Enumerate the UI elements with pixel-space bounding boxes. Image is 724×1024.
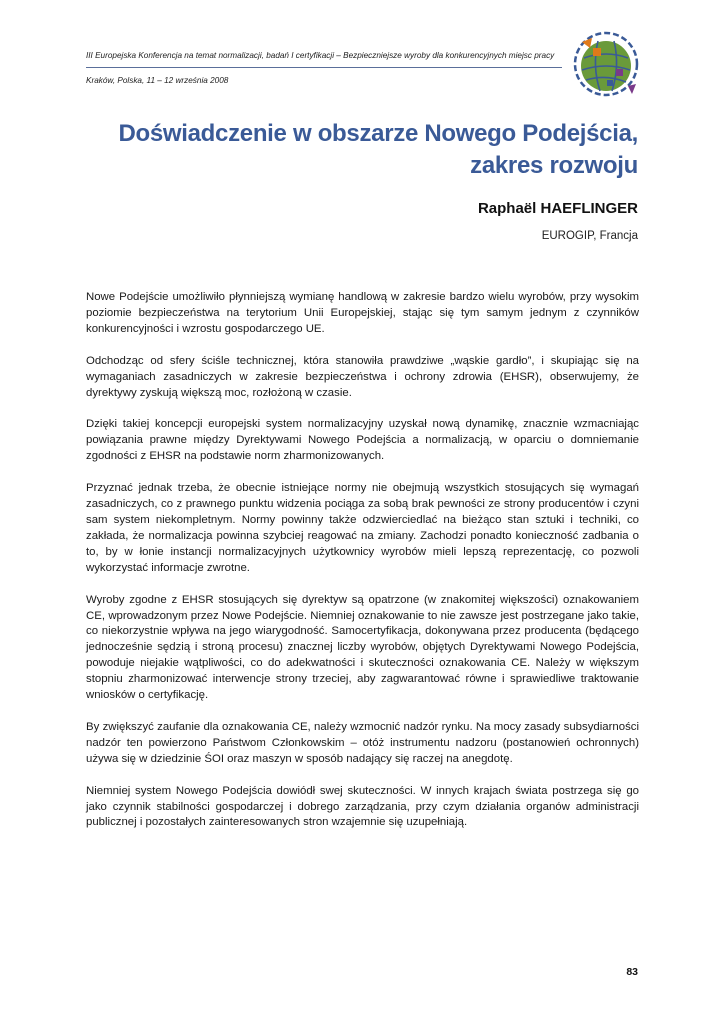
conference-logo-icon xyxy=(570,28,642,100)
paragraph-5: Wyroby zgodne z EHSR stosujących się dyrektyw są opatrzone (w znakomitej większości) oznakowaniem CE, wprowadzonym przez Nowe Podejście. Niemniej oznakowanie to nie zawsze jest postrzegane jako takie, co niekorzystnie wpływa na jego wiarygodność. Samocertyfikacja, dokonywana przez producenta (będącego jednocześnie sędzią i stroną procesu) znacznej liczby wyrobów, objętych Dyrektywami Nowego Podejścia, powoduje niejakie wątpliwości, co do adekwatności i skuteczności oznakowania CE. Należy w większym stopniu zharmonizować interwencje strony trzeciej, aby zagwarantować równe i sprawiedliwe traktowanie wniosków o certyfikację. xyxy=(86,593,639,702)
title-line-1: Doświadczenie w obszarze Nowego Podejścia, xyxy=(118,120,638,147)
paragraph-7: Niemniej system Nowego Podejścia dowiódł swej skuteczności. W innych krajach świata postrzega się go jako czynnik stabilności gospodarczej i dobrego zarządzania, przy czym działania organów administracji publicznej i pozostałych zainteresowanych stron wzajemnie się uzupełniają. xyxy=(86,784,639,829)
logo-square-purple xyxy=(616,69,623,76)
title-line-2: zakres rozwoju xyxy=(470,152,638,179)
logo-square-orange xyxy=(593,48,601,56)
location-date: Kraków, Polska, 11 – 12 września 2008 xyxy=(86,76,229,85)
header-divider xyxy=(86,67,562,68)
article-body xyxy=(86,290,639,847)
paragraph-6: By zwiększyć zaufanie dla oznakowania CE, należy wzmocnić nadzór rynku. Na mocy zasady subsydiarności nadzór ten powierzono Państwom Członkowskim – otóż instrumentu nadzoru (postanowień ochronnych) używa się w dziedzinie ŚOI oraz maszyn w sposób nadający się raczej na anegdotę. xyxy=(86,720,639,765)
article-title xyxy=(118,118,638,182)
author-name: Raphaël HAEFLINGER xyxy=(477,200,638,217)
conference-header: III Europejska Konferencja na temat normalizacji, badań I certyfikacji – Bezpieczniejsze wyroby dla konkurencyjnych miejsc pracy xyxy=(86,51,555,60)
page-number: 83 xyxy=(626,966,638,978)
paragraph-1: Nowe Podejście umożliwiło płynniejszą wymianę handlową w zakresie bardzo wielu wyrobów, przy wysokim poziomie bezpieczeństwa na terytorium Unii Europejskiej, stając się tym samym jednym z czynników konkurencyjności i wzrostu gospodarczego UE. xyxy=(86,291,639,335)
paragraph-2: Odchodząc od sfery ściśle technicznej, która stanowiła prawdziwe „wąskie gardło”, i skupiając się na wymaganiach zasadniczych w zakresie bezpieczeństwa i ochrony zdrowia (EHSR), obserwujemy, że dyrektywy zyskują większą moc, rozłożoną w czasie. xyxy=(86,354,639,399)
logo-square-blue xyxy=(607,80,613,86)
paragraph-3: Dzięki takiej koncepcji europejski system normalizacyjny uzyskał nową dynamikę, znacznie wzmacniając powiązania prawne między Dyrektywami Nowego Podejścia a normalizacją, w oparciu o domniemanie zgodności z EHSR na podstawie norm zharmonizowanych. xyxy=(86,418,639,463)
paragraph-4: Przyznać jednak trzeba, że obecnie istniejące normy nie obejmują wszystkich stosujących się wymagań zasadniczych, co z prawnego punktu widzenia pociąga za sobą brak pewności ze strony producentów i czyni sam system niekompletnym. Normy powinny także odzwierciedlać na bieżąco stan sztuki i techniki, co zakłada, że normalizacja powinna szybciej reagować na zmiany. Zachodzi ponadto konieczność zadbania o to, by w łonie instancji normalizacyjnych użytkownicy wyrobów mieli lepszą reprezentację, co pozwoli wykorzystać informacje zwrotne. xyxy=(86,482,639,574)
author-affiliation: EUROGIP, Francja xyxy=(541,230,638,242)
